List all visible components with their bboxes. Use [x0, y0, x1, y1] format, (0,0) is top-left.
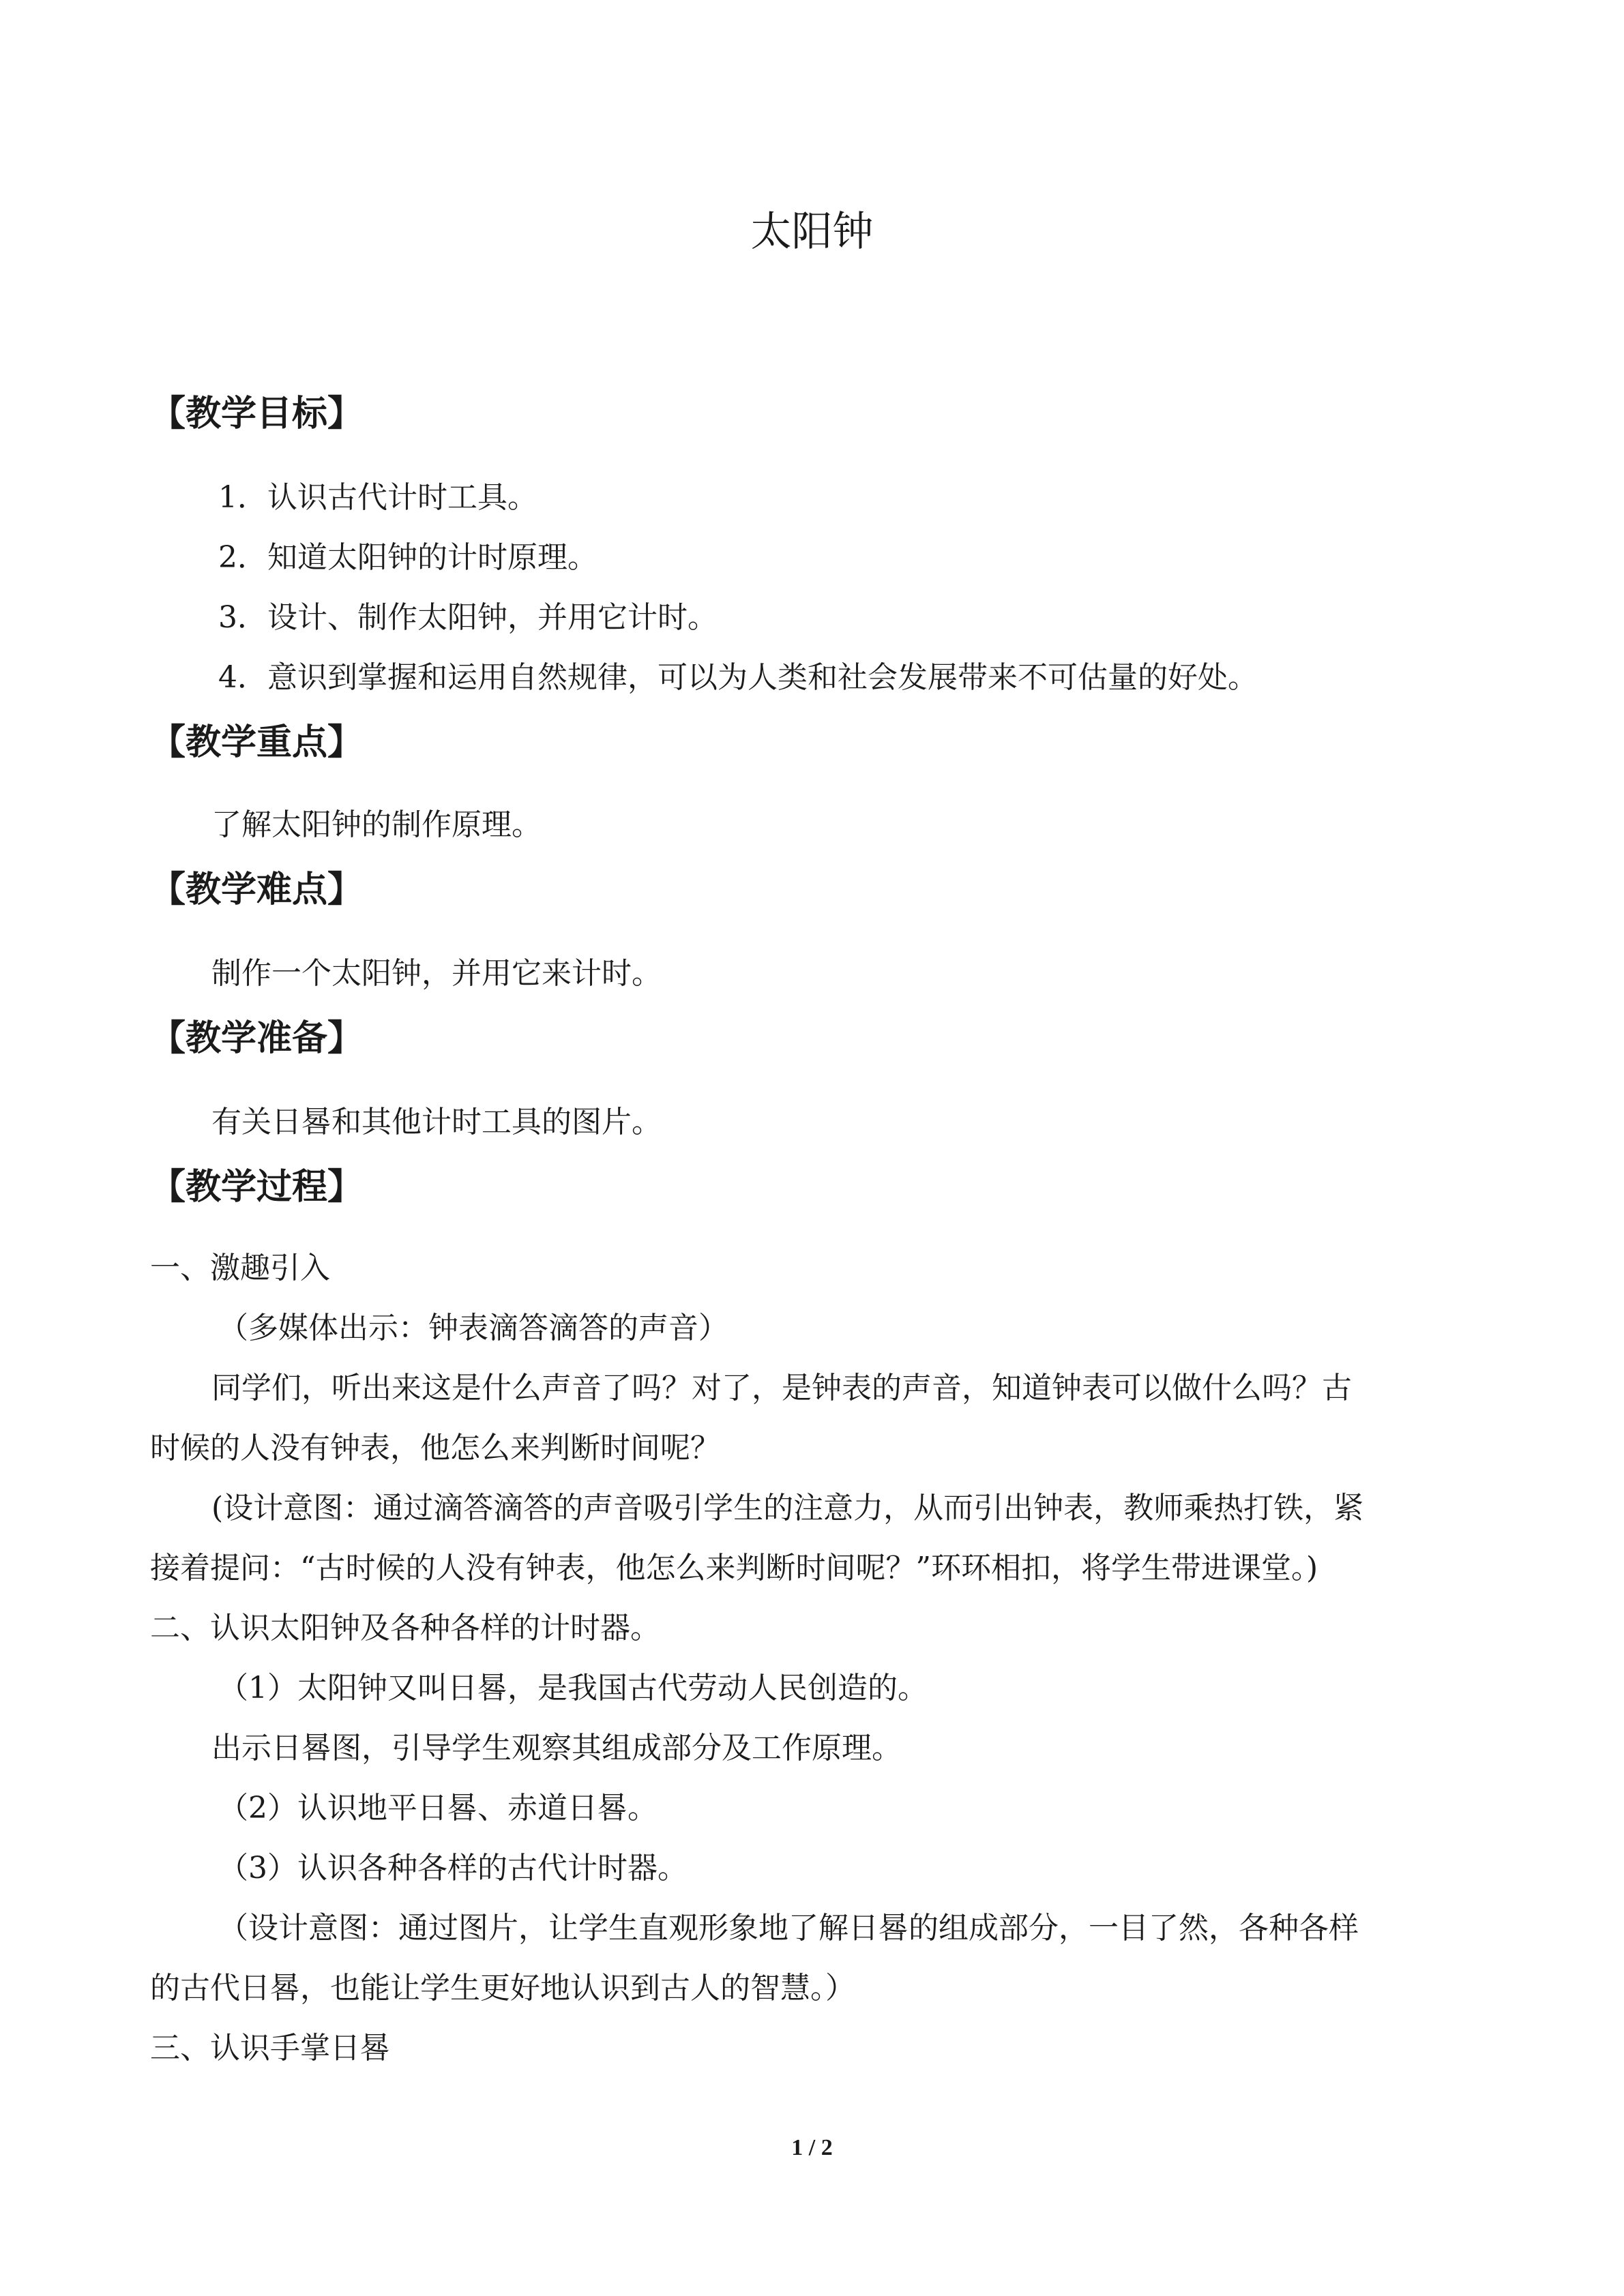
objective-item: 4．意识到掌握和运用自然规律，可以为人类和社会发展带来不可估量的好处。	[218, 660, 1258, 695]
section-heading-objectives: 【教学目标】	[150, 393, 364, 434]
key-points-text: 了解太阳钟的制作原理。	[211, 807, 542, 842]
process-line: （多媒体出示：钟表滴答滴答的声音）	[218, 1311, 728, 1345]
process-part-title: 二、认识太阳钟及各种各样的计时器。	[150, 1611, 660, 1645]
process-line: 接着提问：“古时候的人没有钟表，他怎么来判断时间呢？”环环相扣，将学生带进课堂。)	[150, 1551, 1318, 1585]
process-line: （2）认识地平日晷、赤道日晷。	[218, 1791, 658, 1825]
page-number: 1 / 2	[791, 2135, 833, 2160]
process-line: （3）认识各种各样的古代计时器。	[218, 1851, 688, 1885]
objective-item: 3．设计、制作太阳钟，并用它计时。	[218, 600, 718, 635]
section-heading-key-points: 【教学重点】	[150, 722, 364, 763]
process-line: 的古代日晷，也能让学生更好地认识到古人的智慧。）	[150, 1971, 855, 2006]
section-heading-preparation: 【教学准备】	[150, 1018, 364, 1059]
document-title: 太阳钟	[750, 208, 874, 256]
preparation-text: 有关日晷和其他计时工具的图片。	[211, 1105, 662, 1139]
process-line: 同学们，听出来这是什么声音了吗？对了，是钟表的声音，知道钟表可以做什么吗？古	[211, 1371, 1352, 1405]
process-line: (设计意图：通过滴答滴答的声音吸引学生的注意力，从而引出钟表，教师乘热打铁，紧	[211, 1491, 1364, 1525]
process-line: （1）太阳钟又叫日晷，是我国古代劳动人民创造的。	[218, 1671, 928, 1705]
process-line: 出示日晷图，引导学生观察其组成部分及工作原理。	[211, 1731, 902, 1765]
section-heading-process: 【教学过程】	[150, 1167, 364, 1208]
section-heading-difficulties: 【教学难点】	[150, 869, 364, 910]
process-part-title: 三、认识手掌日晷	[150, 2031, 390, 2066]
process-line: （设计意图：通过图片，让学生直观形象地了解日晷的组成部分，一目了然，各种各样	[218, 1911, 1359, 1945]
objective-item: 2．知道太阳钟的计时原理。	[218, 540, 597, 575]
objective-item: 1．认识古代计时工具。	[218, 480, 537, 515]
difficulties-text: 制作一个太阳钟，并用它来计时。	[211, 956, 662, 991]
process-part-title: 一、激趣引入	[150, 1251, 330, 1285]
process-line: 时候的人没有钟表，他怎么来判断时间呢？	[150, 1431, 720, 1465]
